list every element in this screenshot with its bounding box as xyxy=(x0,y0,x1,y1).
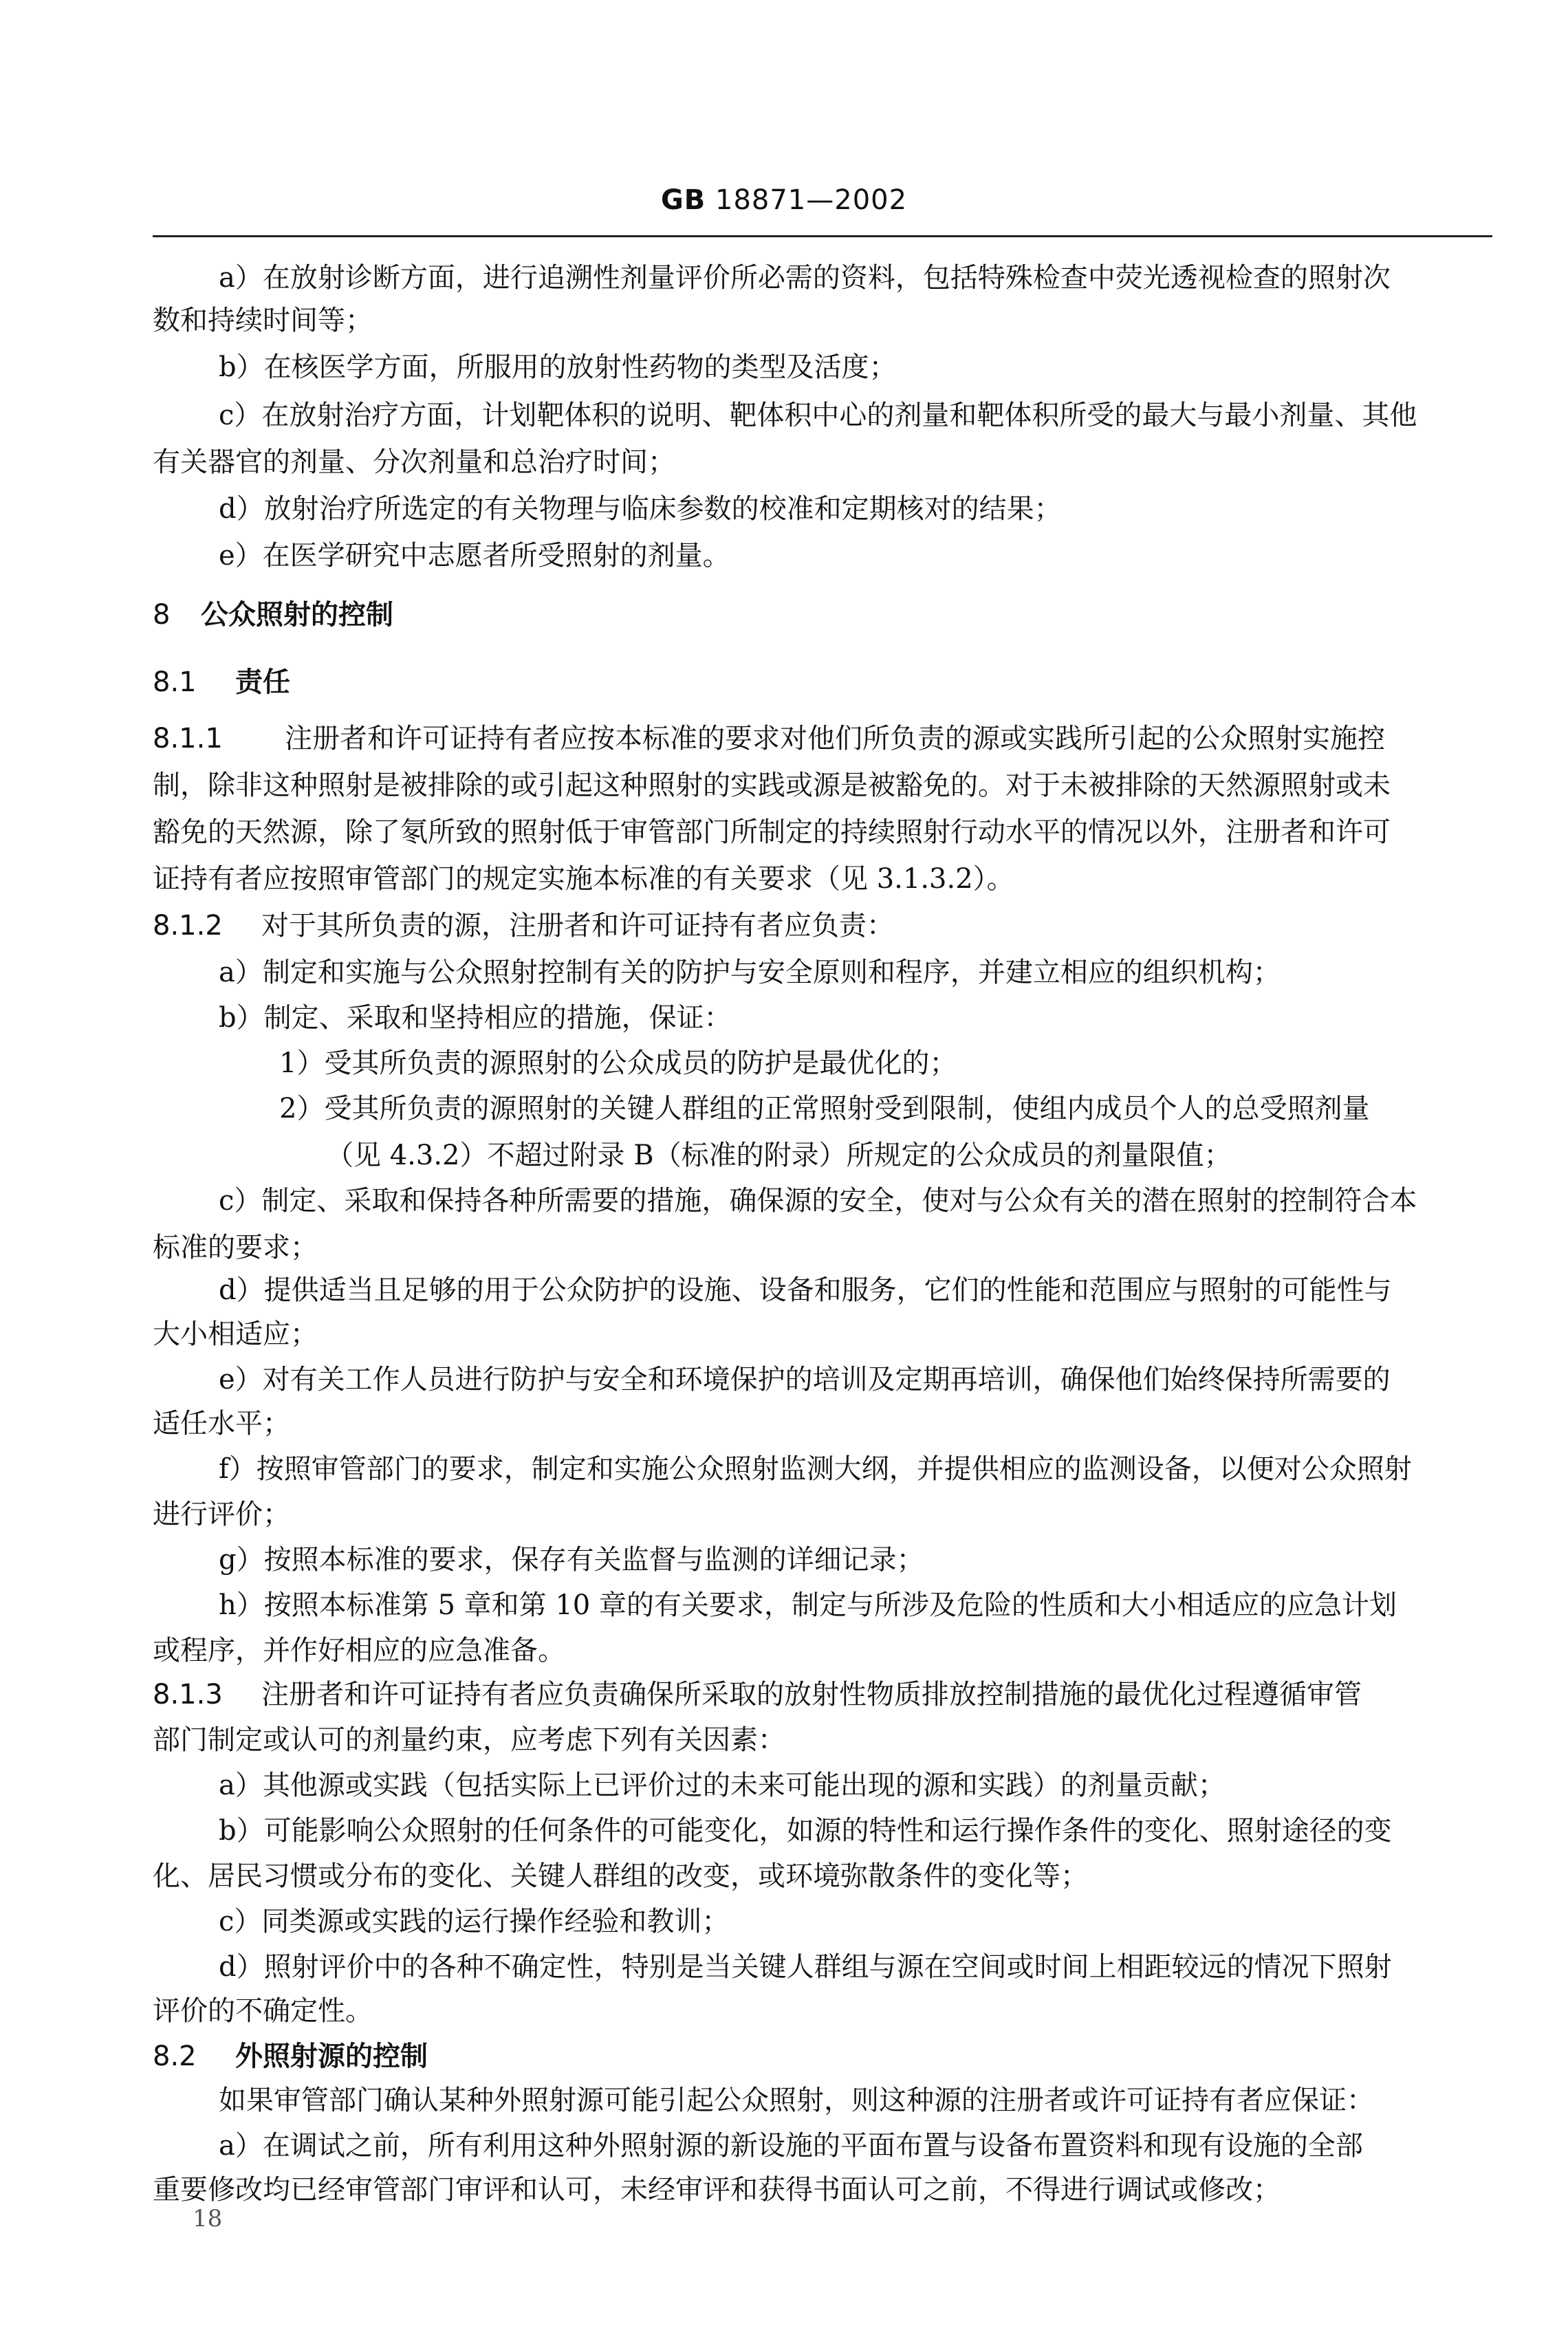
standard-prefix: GB xyxy=(660,184,706,216)
text-line: 评价的不确定性。 xyxy=(153,1995,373,2027)
clause-number: 8.1.2 xyxy=(153,910,223,942)
text-line: g）按照本标准的要求，保存有关监督与监测的详细记录； xyxy=(219,1544,924,1576)
text-line: 适任水平； xyxy=(153,1408,290,1439)
text-line: 豁免的天然源，除了氡所致的照射低于审管部门所制定的持续照射行动水平的情况以外，注册者和许可 xyxy=(153,816,1391,848)
subsection-heading xyxy=(153,666,290,699)
section-number: 8.2 xyxy=(153,2041,197,2072)
section-number: 8 xyxy=(153,599,171,631)
text-line: 证持有者应按照审管部门的规定实施本标准的有关要求（见 3.1.3.2）。 xyxy=(153,863,1014,895)
standard-number: 18871—2002 xyxy=(715,184,908,216)
text-line: 2）受其所负责的源照射的关键人群组的正常照射受到限制，使组内成员个人的总受照剂量 xyxy=(279,1093,1370,1124)
header-rule xyxy=(153,235,1492,237)
text-line: c）在放射治疗方面，计划靶体积的说明、靶体积中心的剂量和靶体积所受的最大与最小剂量、其他 xyxy=(219,400,1417,431)
clause-text: 对于其所负责的源，注册者和许可证持有者应负责： xyxy=(261,910,894,942)
text-line: 大小相适应； xyxy=(153,1318,318,1350)
text-line: c）同类源或实践的运行操作经验和教训； xyxy=(219,1906,730,1937)
section-number: 8.1 xyxy=(153,666,197,698)
page-number: 18 xyxy=(193,2205,223,2232)
clause-text: 注册者和许可证持有者应负责确保所采取的放射性物质排放控制措施的最优化过程遵循审管 xyxy=(261,1679,1362,1710)
text-line: c）制定、采取和保持各种所需要的措施，确保源的安全，使对与公众有关的潜在照射的控制符合本 xyxy=(219,1185,1417,1217)
text-line: 标准的要求； xyxy=(153,1232,318,1263)
text-line: b）制定、采取和坚持相应的措施，保证： xyxy=(219,1002,732,1034)
section-title: 公众照射的控制 xyxy=(201,599,393,631)
text-line: a）其他源或实践（包括实际上已评价过的未来可能出现的源和实践）的剂量贡献； xyxy=(219,1770,1226,1801)
text-line: 部门制定或认可的剂量约束，应考虑下列有关因素： xyxy=(153,1724,785,1756)
clause-number: 8.1.1 xyxy=(153,723,223,754)
section-title: 外照射源的控制 xyxy=(235,2041,428,2072)
text-line: 1）受其所负责的源照射的公众成员的防护是最优化的； xyxy=(279,1047,957,1079)
text-line: e）对有关工作人员进行防护与安全和环境保护的培训及定期再培训，确保他们始终保持所需要的 xyxy=(219,1364,1391,1395)
text-line: b）在核医学方面，所服用的放射性药物的类型及活度； xyxy=(219,351,897,383)
page-header xyxy=(0,184,1568,216)
clause-line xyxy=(153,1678,1362,1711)
text-line: h）按照本标准第 5 章和第 10 章的有关要求，制定与所涉及危险的性质和大小相适应的应急计划 xyxy=(219,1589,1397,1621)
text-line: 化、居民习惯或分布的变化、关键人群组的改变，或环境弥散条件的变化等； xyxy=(153,1860,1088,1892)
text-line: 数和持续时间等； xyxy=(153,305,373,336)
text-line: 重要修改均已经审管部门审评和认可，未经审评和获得书面认可之前，不得进行调试或修改； xyxy=(153,2174,1281,2206)
subsection-heading xyxy=(153,2040,428,2073)
text-line: b）可能影响公众照射的任何条件的可能变化，如源的特性和运行操作条件的变化、照射途径的变 xyxy=(219,1815,1392,1847)
text-line: d）照射评价中的各种不确定性，特别是当关键人群组与源在空间或时间上相距较远的情况下照射 xyxy=(219,1951,1392,1983)
text-line: 如果审管部门确认某种外照射源可能引起公众照射，则这种源的注册者或许可证持有者应保证： xyxy=(219,2085,1374,2116)
text-line: a）在调试之前，所有利用这种外照射源的新设施的平面布置与设备布置资料和现有设施的全部 xyxy=(219,2130,1363,2162)
text-line: d）放射治疗所选定的有关物理与临床参数的校准和定期核对的结果； xyxy=(219,493,1062,525)
text-line: e）在医学研究中志愿者所受照射的剂量。 xyxy=(219,540,730,572)
text-line: 有关器官的剂量、分次剂量和总治疗时间； xyxy=(153,446,675,478)
text-line: 或程序，并作好相应的应急准备。 xyxy=(153,1635,565,1666)
text-line: a）在放射诊断方面，进行追溯性剂量评价所必需的资料，包括特殊检查中荧光透视检查的照射次 xyxy=(219,262,1391,294)
text-line: a）制定和实施与公众照射控制有关的防护与安全原则和程序，并建立相应的组织机构； xyxy=(219,957,1281,988)
text-line: f）按照审管部门的要求，制定和实施公众照射监测大纲，并提供相应的监测设备，以便对公众照射 xyxy=(219,1453,1412,1485)
text-line: 制，除非这种照射是被排除的或引起这种照射的实践或源是被豁免的。对于未被排除的天然源照射或未 xyxy=(153,770,1391,801)
clause-line xyxy=(153,722,1385,755)
section-heading xyxy=(153,598,393,631)
clause-text: 注册者和许可证持有者应按本标准的要求对他们所负责的源或实践所引起的公众照射实施控 xyxy=(285,723,1385,754)
clause-line xyxy=(153,909,894,942)
section-title: 责任 xyxy=(235,666,290,698)
text-line: d）提供适当且足够的用于公众防护的设施、设备和服务，它们的性能和范围应与照射的可能性与 xyxy=(219,1274,1392,1306)
clause-number: 8.1.3 xyxy=(153,1679,223,1710)
text-line: 进行评价； xyxy=(153,1499,290,1530)
text-line: （见 4.3.2）不超过附录 B（标准的附录）所规定的公众成员的剂量限值； xyxy=(326,1140,1232,1171)
